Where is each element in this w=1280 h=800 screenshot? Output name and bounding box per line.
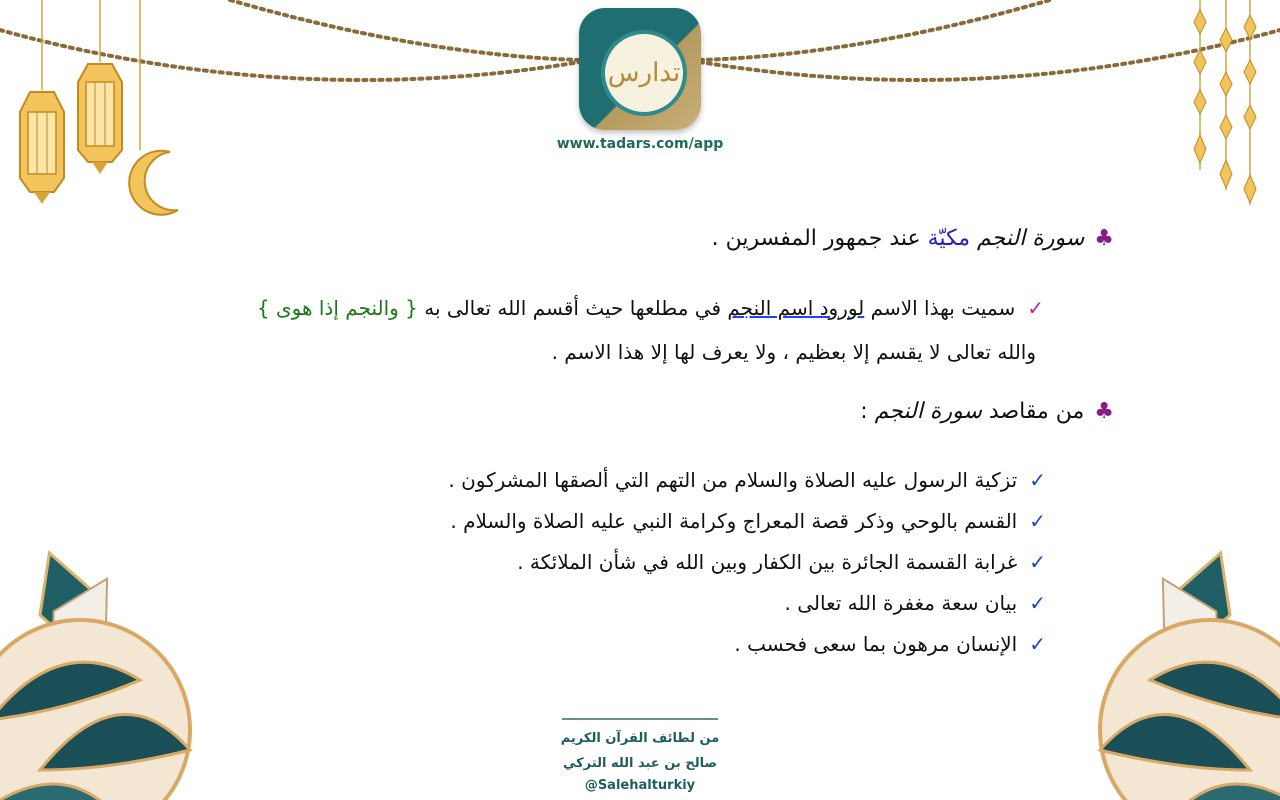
check-icon: ✓ bbox=[1029, 632, 1046, 656]
naming-reason-line2: والله تعالى لا يقسم إلا بعظيم ، ولا يعرف لها إلا هذا الاسم . bbox=[551, 340, 1036, 364]
tadars-logo[interactable] bbox=[579, 8, 701, 130]
flower-decoration-left bbox=[0, 525, 200, 800]
naming-reason-line1 bbox=[257, 296, 1044, 320]
objective-item bbox=[448, 468, 1046, 492]
naming-text-underlined: لورود اسم النجم bbox=[727, 296, 865, 320]
check-icon: ✓ bbox=[1029, 509, 1046, 533]
objective-text: تزكية الرسول عليه الصلاة والسلام من التهم التي ألصقها المشركون . bbox=[448, 468, 1018, 492]
club-bullet-icon: ♣ bbox=[1094, 226, 1114, 251]
footer-divider bbox=[562, 718, 718, 720]
objectives-heading bbox=[860, 399, 1114, 424]
diamond-strings-decoration bbox=[1180, 0, 1280, 215]
naming-text-a: سميت بهذا الاسم bbox=[870, 296, 1016, 320]
site-url[interactable]: www.tadars.com/app bbox=[556, 136, 724, 152]
naming-text-c: في مطلعها حيث أقسم الله تعالى به bbox=[424, 296, 722, 320]
objective-text: القسم بالوحي وذكر قصة المعراج وكرامة النبي عليه الصلاة والسلام . bbox=[450, 509, 1018, 533]
footer-author: صالح بن عبد الله التركي bbox=[562, 756, 718, 771]
surah-classification bbox=[712, 226, 1114, 251]
check-icon: ✓ bbox=[1029, 591, 1046, 615]
surah-name: سورة النجم bbox=[977, 226, 1085, 251]
makki-label: مكيّة bbox=[927, 226, 971, 251]
lanterns-decoration bbox=[10, 0, 190, 220]
check-icon: ✓ bbox=[1027, 296, 1044, 320]
flower-decoration-right bbox=[1080, 525, 1280, 800]
objectives-suffix: : bbox=[860, 399, 868, 424]
footer-series-title: من لطائف القرآن الكريم bbox=[560, 731, 720, 746]
footer-handle[interactable]: @Salehalturkiy bbox=[584, 778, 696, 793]
objective-item bbox=[785, 591, 1046, 615]
check-icon: ✓ bbox=[1029, 550, 1046, 574]
classification-rest: عند جمهور المفسرين . bbox=[711, 226, 921, 251]
check-icon: ✓ bbox=[1029, 468, 1046, 492]
objective-item bbox=[734, 632, 1046, 656]
objective-text: بيان سعة مغفرة الله تعالى . bbox=[784, 591, 1018, 615]
objective-text: غرابة القسمة الجائرة بين الكفار وبين الله في شأن الملائكة . bbox=[517, 550, 1018, 574]
club-bullet-icon: ♣ bbox=[1094, 399, 1114, 424]
verse-quote: { والنجم إذا هوى } bbox=[256, 296, 418, 320]
objective-text: الإنسان مرهون بما سعى فحسب . bbox=[734, 632, 1018, 656]
objective-item bbox=[517, 550, 1046, 574]
logo-emblem: تدارس bbox=[601, 30, 687, 116]
objective-item bbox=[450, 509, 1046, 533]
objectives-surah: سورة النجم bbox=[874, 399, 982, 424]
objectives-prefix: من مقاصد bbox=[988, 399, 1085, 424]
